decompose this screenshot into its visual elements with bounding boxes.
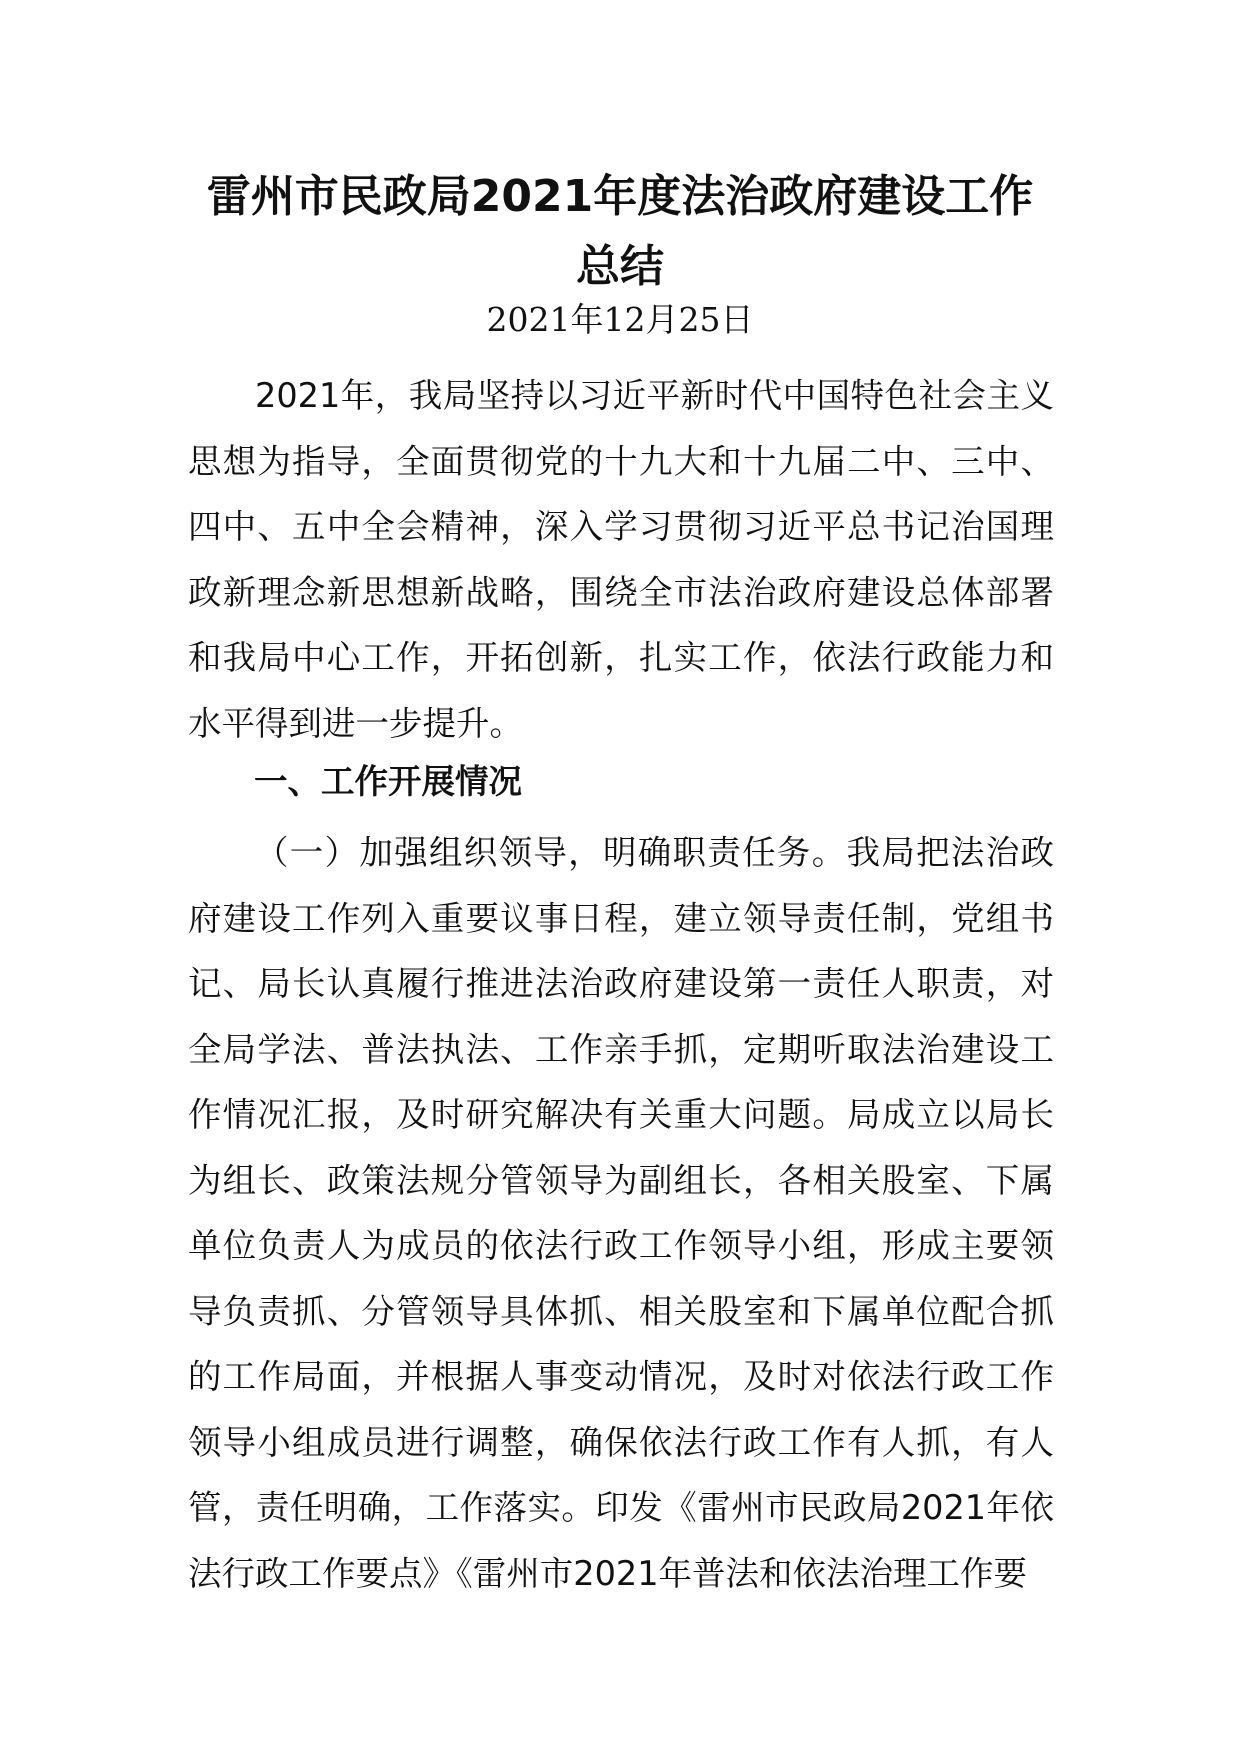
document-title: 雷州市民政局2021年度法治政府建设工作总结 [206, 171, 1034, 292]
intro-paragraph: 2021年，我局坚持以习近平新时代中国特色社会主义思想为指导，全面贯彻党的十九大和十九届二中、三中、四中、五中全会精神，深入学习贯彻习近平总书记治国理政新理念新思想新战略，围绕全市法治政府建设总体部署和我局中心工作，开拓创新，扎实工作，依法行政能力和水平得到进一步提升。 [188, 376, 1054, 743]
section-heading: 一、工作开展情况 [254, 762, 522, 801]
document-date: 2021年12月25日 [486, 300, 754, 339]
section-paragraph: （一）加强组织领导，明确职责任务。我局把法治政府建设工作列入重要议事日程，建立领导责任制，党组书记、局长认真履行推进法治政府建设第一责任人职责，对全局学法、普法执法、工作亲手抓，定期听取法治建设工作情况汇报，及时研究解决有关重大问题。局成立以局长为组长、政策法规分管领导为副组长，各相关股室、下属单位负责人为成员的依法行政工作领导小组，形成主要领导负责抓、分管领导具体抓、相关股室和下属单位配合抓的工作局面，并根据人事变动情况，及时对依法行政工作领导小组成员进行调整，确保依法行政工作有人抓，有人管，责任明确，工作落实。印发《雷州市民政局2021年依法行政工作要点》《雷州市2021年普法和依法治理工作要 [188, 833, 1054, 1593]
